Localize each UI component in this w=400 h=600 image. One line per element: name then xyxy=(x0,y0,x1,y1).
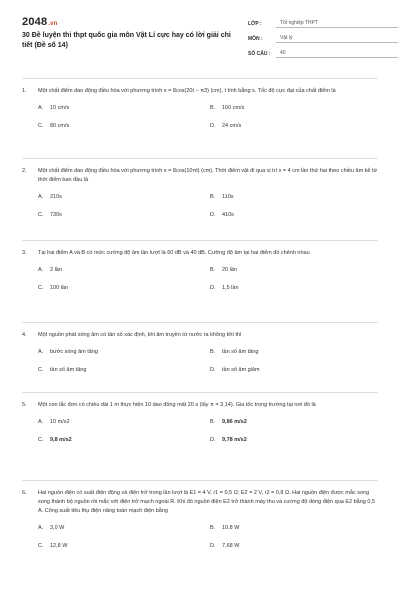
option-label: A. xyxy=(38,525,44,531)
header xyxy=(22,16,378,78)
answer-options xyxy=(38,418,378,445)
question-stem xyxy=(22,167,378,185)
option-label: B. xyxy=(210,267,216,273)
question-6 xyxy=(22,480,378,551)
option-c[interactable] xyxy=(38,284,210,293)
option-d[interactable] xyxy=(210,122,382,131)
option-b[interactable] xyxy=(210,348,382,357)
option-label: A. xyxy=(38,194,44,200)
question-stem xyxy=(22,87,378,96)
answer-options xyxy=(38,193,378,220)
option-d[interactable] xyxy=(210,211,382,220)
question-text: Một chất điểm dao động điều hòa với phương trình x = 8cos(20t − π3) (cm), t tính bằng s. Tốc độ cực đại của chất điểm là xyxy=(38,88,336,94)
option-value: 9,8 m/s2 xyxy=(50,437,72,443)
logo-sub: .vn xyxy=(48,21,58,27)
option-value: 730s xyxy=(50,212,62,218)
option-a[interactable] xyxy=(38,418,210,427)
meta-value: 40 xyxy=(276,50,398,58)
exam-title: 30 Đề luyện thi thpt quốc gia môn Vật Lí cực hay có lời giải chi tiết (Đề số 14) xyxy=(22,32,231,49)
meta-key: SỐ CÂU : xyxy=(248,51,271,57)
option-a[interactable] xyxy=(38,193,210,202)
option-value: 12,8 W xyxy=(50,543,68,549)
option-c[interactable] xyxy=(38,211,210,220)
option-value: 110s xyxy=(222,194,234,200)
option-value: 10,8 W xyxy=(222,525,240,531)
meta-value: Vật lý xyxy=(276,35,398,43)
meta-question-count xyxy=(248,46,398,58)
option-label: B. xyxy=(210,349,216,355)
option-value: 20 lần xyxy=(222,267,237,273)
question-number: 1. xyxy=(22,88,27,94)
option-value: 10 m/s2 xyxy=(50,419,70,425)
option-label: D. xyxy=(210,285,216,291)
option-value: 410s xyxy=(222,212,234,218)
logo-main: 2048 xyxy=(22,16,48,28)
option-d[interactable] xyxy=(210,284,382,293)
question-2 xyxy=(22,158,378,220)
question-3 xyxy=(22,240,378,293)
question-text: Tại hai điểm A và B có mức cường độ âm lần lượt là 60 dB và 40 dB. Cường độ âm tại hai điểm đó chênh nhau xyxy=(38,250,310,256)
option-value: 9,86 m/s2 xyxy=(222,419,247,425)
option-label: D. xyxy=(210,437,216,443)
divider xyxy=(22,322,378,323)
option-value: 7,68 W xyxy=(222,543,240,549)
option-b[interactable] xyxy=(210,524,382,533)
option-value: 24 cm/s xyxy=(222,123,242,129)
option-b[interactable] xyxy=(210,418,382,427)
option-value: 80 cm/s xyxy=(50,123,70,129)
option-c[interactable] xyxy=(38,436,210,445)
option-label: A. xyxy=(38,267,44,273)
question-number: 3. xyxy=(22,250,27,256)
meta-subject xyxy=(248,31,398,43)
option-label: B. xyxy=(210,194,216,200)
option-value: tần số âm giảm xyxy=(222,367,260,373)
question-number: 4. xyxy=(22,332,27,338)
question-stem xyxy=(22,489,378,516)
question-text: Một con lắc đơn có chiều dài 1 m thực hiện 10 dao động mất 20 s (lấy π = 3,14). Gia tốc trọng trường tại nơi đó là xyxy=(38,402,316,408)
option-a[interactable] xyxy=(38,348,210,357)
option-label: B. xyxy=(210,105,216,111)
option-label: C. xyxy=(38,123,44,129)
option-label: D. xyxy=(210,123,216,129)
option-c[interactable] xyxy=(38,122,210,131)
option-value: 210s xyxy=(50,194,62,200)
divider xyxy=(22,158,378,159)
option-a[interactable] xyxy=(38,104,210,113)
answer-options xyxy=(38,266,378,293)
option-value: 9,78 m/s2 xyxy=(222,437,247,443)
option-a[interactable] xyxy=(38,266,210,275)
option-label: A. xyxy=(38,349,44,355)
question-number: 5. xyxy=(22,402,27,408)
option-label: C. xyxy=(38,367,44,373)
option-b[interactable] xyxy=(210,193,382,202)
option-value: 160 cm/s xyxy=(222,105,245,111)
question-4 xyxy=(22,322,378,375)
site-logo[interactable] xyxy=(22,16,58,28)
option-label: D. xyxy=(210,543,216,549)
option-label: C. xyxy=(38,285,44,291)
option-value: 10 cm/s xyxy=(50,105,70,111)
option-b[interactable] xyxy=(210,104,382,113)
meta-key: MÔN : xyxy=(248,36,263,42)
meta-class xyxy=(248,16,398,28)
divider xyxy=(22,78,378,79)
question-number: 6. xyxy=(22,490,27,496)
option-label: D. xyxy=(210,367,216,373)
option-label: C. xyxy=(38,543,44,549)
question-stem xyxy=(22,331,378,340)
meta-value: Tốt nghiệp THPT xyxy=(276,20,398,28)
option-c[interactable] xyxy=(38,366,210,375)
option-value: tần số âm tăng xyxy=(50,367,87,373)
option-label: B. xyxy=(210,525,216,531)
option-value: 2 lần xyxy=(50,267,62,273)
option-a[interactable] xyxy=(38,524,210,533)
option-value: bước sóng âm tăng xyxy=(50,349,98,355)
divider xyxy=(22,480,378,481)
option-value: tần số âm tăng xyxy=(222,349,259,355)
option-label: A. xyxy=(38,105,44,111)
question-stem xyxy=(22,401,378,410)
option-d[interactable] xyxy=(210,366,382,375)
question-stem xyxy=(22,249,378,258)
question-text: Một chất điểm dao động điều hòa với phương trình x = 8cos(10πt) (cm). Thời điểm vật đi qua vị trí x = 4 cm lần thứ hai theo chiều âm kể từ thời điểm ban đầu là xyxy=(38,168,378,183)
divider xyxy=(22,240,378,241)
question-1 xyxy=(22,78,378,131)
question-text: Hai nguồn điện có suất điện động và điện trở trong lần lượt là E1 = 4 V, r1 = 0,5 Ω; E2 = 2 V, r2 = 0,8 Ω. Hai nguồn điện được mắc song song thành bộ nguồn rồi mắc với điện trở mạch ngoài R. Khi đó nguồn điện E2 trở thành máy thu và cường độ dòng điện qua E2 bằng 0,5 A. Công suất tiêu thụ điện năng toàn mạch điện bằng xyxy=(38,490,376,514)
option-label: C. xyxy=(38,437,44,443)
option-label: C. xyxy=(38,212,44,218)
question-text: Một nguồn phát sóng âm có tần số xác định, khi âm truyền từ nước ra không khí thì xyxy=(38,332,242,338)
option-b[interactable] xyxy=(210,266,382,275)
answer-options xyxy=(38,348,378,375)
option-label: B. xyxy=(210,419,216,425)
answer-options xyxy=(38,104,378,131)
option-d[interactable] xyxy=(210,542,382,551)
exam-meta xyxy=(248,16,398,61)
option-c[interactable] xyxy=(38,542,210,551)
option-value: 3,0 W xyxy=(50,525,65,531)
answer-options xyxy=(38,524,378,551)
question-number: 2. xyxy=(22,168,27,174)
option-label: D. xyxy=(210,212,216,218)
meta-key: LỚP : xyxy=(248,21,262,27)
option-label: A. xyxy=(38,419,44,425)
option-value: 100 lần xyxy=(50,285,69,291)
option-value: 1,5 lần xyxy=(222,285,239,291)
question-5 xyxy=(22,392,378,445)
option-d[interactable] xyxy=(210,436,382,445)
divider xyxy=(22,392,378,393)
